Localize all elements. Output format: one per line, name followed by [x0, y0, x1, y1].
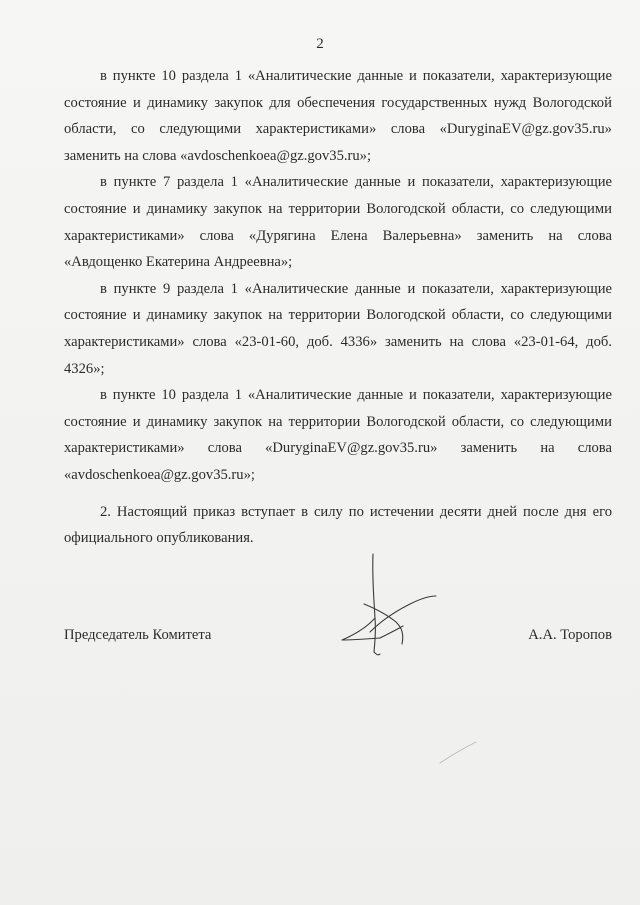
text-line-content: «Авдощенко Екатерина Андреевна»; [64, 254, 293, 271]
word: слова [192, 333, 227, 350]
word: Вологодской [366, 200, 446, 217]
text-line [64, 249, 612, 276]
word: динамику [147, 94, 208, 111]
text-line [64, 302, 612, 329]
text-line-content: заменить на слова «avdoschenkoea@gz.gov35.ru»; [64, 147, 372, 164]
paragraph-amendment-3 [64, 276, 612, 382]
word: состояние [64, 307, 127, 324]
word: данные [354, 280, 401, 297]
word: десяти [439, 503, 482, 520]
word: пункте [113, 280, 157, 297]
word: слова [390, 121, 426, 138]
word: характеристиками» [255, 121, 377, 138]
word: 7 [162, 174, 171, 191]
word: характеристиками» [64, 440, 185, 457]
word: 10 [161, 68, 176, 84]
text-line [64, 276, 612, 303]
word: «Аналитические [244, 280, 349, 297]
word: в [100, 387, 107, 404]
word: следующими [530, 307, 612, 324]
text-line-content: официального опубликования. [64, 530, 254, 547]
word: после [522, 503, 559, 520]
word: 9 [162, 280, 171, 297]
signatory-position: Председатель Комитета [64, 627, 212, 643]
word: и [409, 68, 417, 84]
word: обеспечения [297, 94, 376, 111]
word: «23-01-60, [234, 333, 300, 350]
word: пункте [112, 387, 156, 404]
word: Вологодской [532, 94, 612, 111]
word: закупок [214, 94, 263, 111]
word: и [409, 387, 417, 404]
handwritten-signature [330, 548, 440, 668]
word: 1 [234, 387, 242, 404]
word: состояние [64, 94, 127, 111]
text-line [64, 169, 612, 196]
word: характеризующие [500, 387, 612, 404]
text-line [64, 409, 612, 436]
word: территории [288, 413, 361, 430]
text-line [64, 356, 612, 383]
word: вступает [241, 503, 296, 520]
word: характеризующие [500, 174, 612, 191]
word: Вологодской [366, 307, 446, 324]
word: слова [577, 440, 612, 457]
text-line [64, 462, 612, 489]
word: закупок [213, 413, 263, 430]
word: пункте [112, 68, 156, 84]
word: данные [357, 387, 404, 404]
word: характеристиками» [64, 227, 185, 244]
text-line [64, 143, 612, 170]
word: закупок [213, 200, 263, 217]
document-body [64, 63, 612, 552]
paragraph-effective-date [64, 499, 612, 552]
word: следующими [530, 413, 612, 430]
word: на [268, 200, 283, 217]
word: характеризующие [500, 280, 612, 297]
word: заменить [476, 227, 534, 244]
word: в [100, 68, 107, 84]
word: характеристиками» [64, 333, 185, 350]
signatory-name: А.А. Торопов [528, 627, 612, 643]
word: в [100, 280, 107, 297]
word: «Дурягина [248, 227, 316, 244]
scan-mark [438, 740, 478, 765]
text-line [64, 329, 612, 356]
word: в [301, 503, 308, 520]
word: доб. [586, 333, 612, 350]
word: доб. [306, 333, 333, 350]
word: «Аналитические [247, 387, 352, 404]
word: и [132, 307, 141, 324]
text-line-content: «avdoschenkoea@gz.gov35.ru»; [64, 466, 255, 483]
word: состояние [64, 200, 127, 217]
page-number: 2 [316, 36, 324, 52]
word: следующими [159, 121, 242, 138]
word: территории [288, 200, 361, 217]
word: 1 [230, 280, 238, 297]
text-line [64, 499, 612, 526]
word: «Аналитические [247, 68, 352, 84]
word: раздела [181, 387, 229, 404]
word: раздела [176, 280, 224, 297]
word: следующими [530, 200, 612, 217]
paragraph-amendment-4 [64, 382, 612, 488]
word: и [407, 280, 416, 297]
word: «DuryginaEV@gz.gov35.ru» [439, 121, 612, 138]
text-line [64, 435, 612, 462]
word: по [348, 503, 364, 520]
word: динамику [146, 307, 208, 324]
text-line [64, 90, 612, 117]
word: области, [64, 121, 117, 138]
word: «23-01-64, [513, 333, 579, 350]
word: области, [451, 200, 505, 217]
word: показатели, [421, 280, 494, 297]
word: на [548, 227, 563, 244]
word: на [540, 440, 555, 457]
word: на [268, 413, 283, 430]
text-line [64, 63, 612, 90]
word: истечении [369, 503, 434, 520]
word: динамику [146, 413, 208, 430]
word: государственных [381, 94, 488, 111]
word: на [268, 307, 283, 324]
word: Вологодской [366, 413, 446, 430]
word: дня [564, 503, 587, 520]
word: и [133, 94, 141, 111]
word: со [510, 200, 525, 217]
word: 2. [100, 503, 111, 520]
word: дней [487, 503, 518, 520]
word: динамику [146, 200, 208, 217]
word: характеризующие [500, 68, 612, 84]
word: «Аналитические [244, 174, 349, 191]
word: приказ [193, 503, 236, 520]
word: 10 [161, 387, 176, 404]
word: Настоящий [116, 503, 188, 520]
word: раздела [176, 174, 224, 191]
word: заменить [460, 440, 518, 457]
word: территории [288, 307, 361, 324]
text-line [64, 116, 612, 143]
paragraph-amendment-2 [64, 169, 612, 275]
word: и [132, 413, 141, 430]
word: 1 [234, 68, 242, 84]
word: области, [451, 307, 505, 324]
word: Валерьевна» [382, 227, 462, 244]
word: на [449, 333, 464, 350]
word: данные [357, 68, 404, 84]
word: и [132, 200, 141, 217]
word: и [407, 174, 416, 191]
text-line-content: 4326»; [64, 360, 105, 377]
word: со [131, 121, 145, 138]
word: показатели, [422, 387, 495, 404]
paragraph-amendment-1 [64, 63, 612, 169]
word: Елена [330, 227, 368, 244]
word: нужд [493, 94, 527, 111]
word: в [100, 174, 107, 191]
word: со [510, 413, 525, 430]
word: слова [471, 333, 506, 350]
word: для [269, 94, 291, 111]
word: слова [199, 227, 234, 244]
word: закупок [213, 307, 263, 324]
text-line [64, 382, 612, 409]
word: пункте [113, 174, 157, 191]
word: показатели, [421, 174, 494, 191]
word: данные [354, 174, 401, 191]
word: области, [451, 413, 505, 430]
word: показатели, [422, 68, 495, 84]
word: состояние [64, 413, 127, 430]
word: слова [577, 227, 612, 244]
word: силу [313, 503, 343, 520]
word: «DuryginaEV@gz.gov35.ru» [265, 440, 438, 457]
word: со [510, 307, 525, 324]
word: заменить [385, 333, 442, 350]
word: 1 [230, 174, 238, 191]
word: раздела [181, 68, 229, 84]
word: слова [207, 440, 242, 457]
text-line [64, 196, 612, 223]
word: 4336» [340, 333, 378, 350]
text-line [64, 223, 612, 250]
word: его [592, 503, 612, 520]
